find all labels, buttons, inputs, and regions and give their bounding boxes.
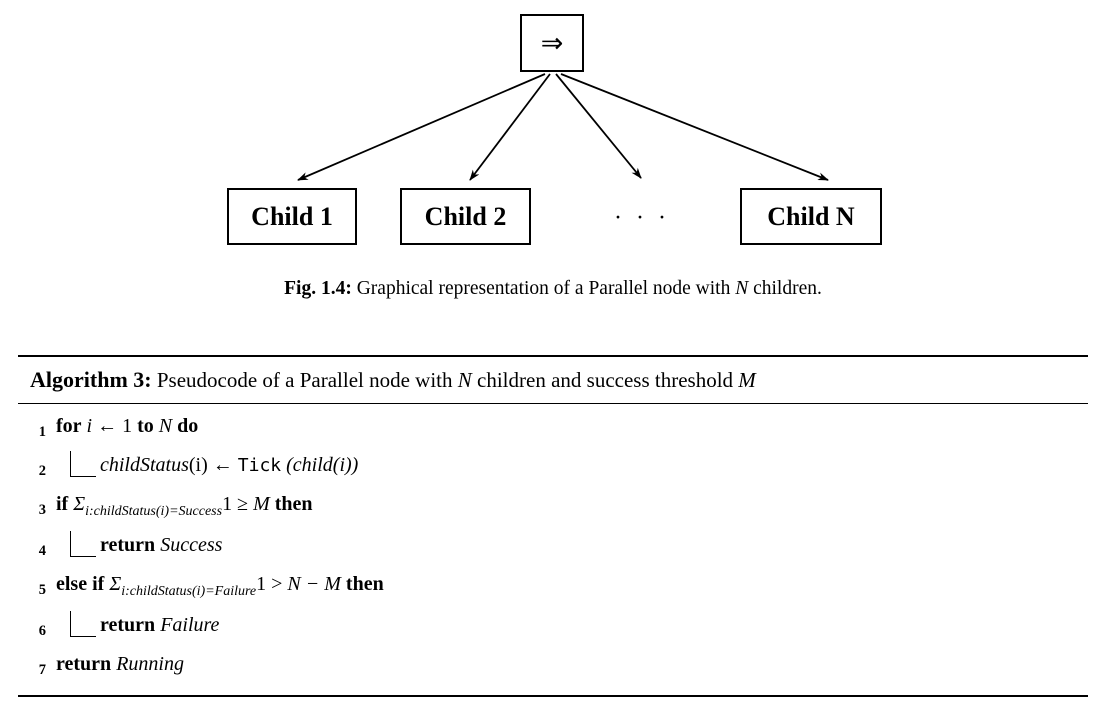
- algorithm-block: [18, 355, 1088, 697]
- indent-bracket: [70, 611, 96, 637]
- figure-caption: [0, 278, 1106, 300]
- sigma-body: 1 >: [256, 572, 288, 595]
- sigma-subscript: i:childStatus(i)=Failure: [121, 583, 257, 599]
- figure-caption-label: Fig. 1.4:: [284, 278, 352, 299]
- line-code: [100, 531, 1082, 559]
- sigma-symbol: Σ: [73, 493, 86, 515]
- algorithm-title-italic-1: N: [457, 368, 472, 392]
- line-number: 5: [38, 581, 46, 598]
- node-root-label: ⇒: [540, 27, 564, 58]
- node-child-n: [740, 188, 882, 245]
- call-argument: (child(i)): [286, 454, 359, 476]
- threshold-m: M: [253, 493, 270, 515]
- line-code: [100, 451, 1082, 480]
- algorithm-title-text-1: Pseudocode of a Parallel node with: [151, 368, 458, 392]
- figure-parallel-node: [0, 0, 1106, 330]
- line-number: 4: [38, 542, 46, 559]
- line-number: 1: [38, 424, 46, 440]
- sigma-subscript: i:childStatus(i)=Success: [85, 503, 223, 519]
- indent-bracket: [70, 531, 96, 557]
- return-value: Success: [160, 533, 223, 556]
- loop-init: ← 1: [97, 415, 133, 437]
- node-child-1-label: Child 1: [251, 201, 333, 231]
- line-code: [56, 412, 1082, 440]
- algorithm-title-italic-2: M: [738, 368, 756, 392]
- line-number: 6: [38, 622, 46, 639]
- algorithm-body: [18, 404, 1088, 695]
- sigma-symbol: Σ: [109, 572, 122, 595]
- figure-caption-italic: N: [735, 278, 749, 299]
- node-root-parallel: [520, 14, 584, 72]
- node-child-2: [400, 188, 531, 245]
- algorithm-line: [24, 531, 1082, 565]
- line-number: 7: [38, 661, 46, 678]
- keyword-do: do: [177, 415, 199, 437]
- keyword-then: then: [345, 572, 384, 595]
- return-value: Running: [116, 652, 184, 675]
- algorithm-line: [24, 451, 1082, 485]
- keyword-return: return: [100, 613, 156, 636]
- figure-caption-text-2: children.: [748, 278, 822, 299]
- keyword-else-if: else if: [56, 572, 105, 595]
- line-code: [56, 650, 1082, 678]
- algorithm-line: [24, 650, 1082, 684]
- algorithm-line: [24, 490, 1082, 526]
- loop-variable: i: [86, 415, 93, 437]
- algorithm-line: [24, 611, 1082, 645]
- call-tick: Tick: [237, 455, 282, 476]
- return-value: Failure: [160, 613, 220, 636]
- keyword-then: then: [274, 493, 313, 515]
- keyword-for: for: [56, 415, 82, 437]
- keyword-return: return: [56, 652, 112, 675]
- line-number: 2: [38, 463, 46, 479]
- ellipsis-between-children: · · ·: [614, 205, 670, 231]
- line-number: 3: [38, 502, 46, 518]
- algorithm-title-label: Algorithm 3:: [30, 367, 152, 392]
- keyword-to: to: [137, 415, 154, 437]
- assign-arrow: ←: [212, 454, 233, 476]
- loop-bound: N: [158, 415, 173, 437]
- node-child-1: [227, 188, 357, 245]
- keyword-if: if: [56, 493, 69, 515]
- algorithm-title-text-2: children and success threshold: [471, 368, 739, 392]
- assign-target: childStatus: [100, 454, 189, 476]
- assign-target-arg: (i): [188, 454, 208, 476]
- algorithm-line: [24, 412, 1082, 446]
- keyword-return: return: [100, 533, 156, 556]
- line-code: [100, 611, 1082, 639]
- line-code: [56, 570, 1082, 606]
- figure-caption-text-1: Graphical representation of a Parallel node with: [351, 278, 736, 299]
- expression-n-minus-m: N − M: [287, 572, 341, 595]
- line-code: [56, 490, 1082, 526]
- algorithm-line: [24, 570, 1082, 606]
- node-child-n-label: Child N: [767, 201, 855, 231]
- indent-bracket: [70, 451, 96, 477]
- node-child-2-label: Child 2: [424, 201, 507, 231]
- algorithm-bottom-rule: [18, 695, 1088, 697]
- algorithm-title: [18, 357, 1088, 403]
- sigma-body: 1 ≥: [222, 493, 254, 515]
